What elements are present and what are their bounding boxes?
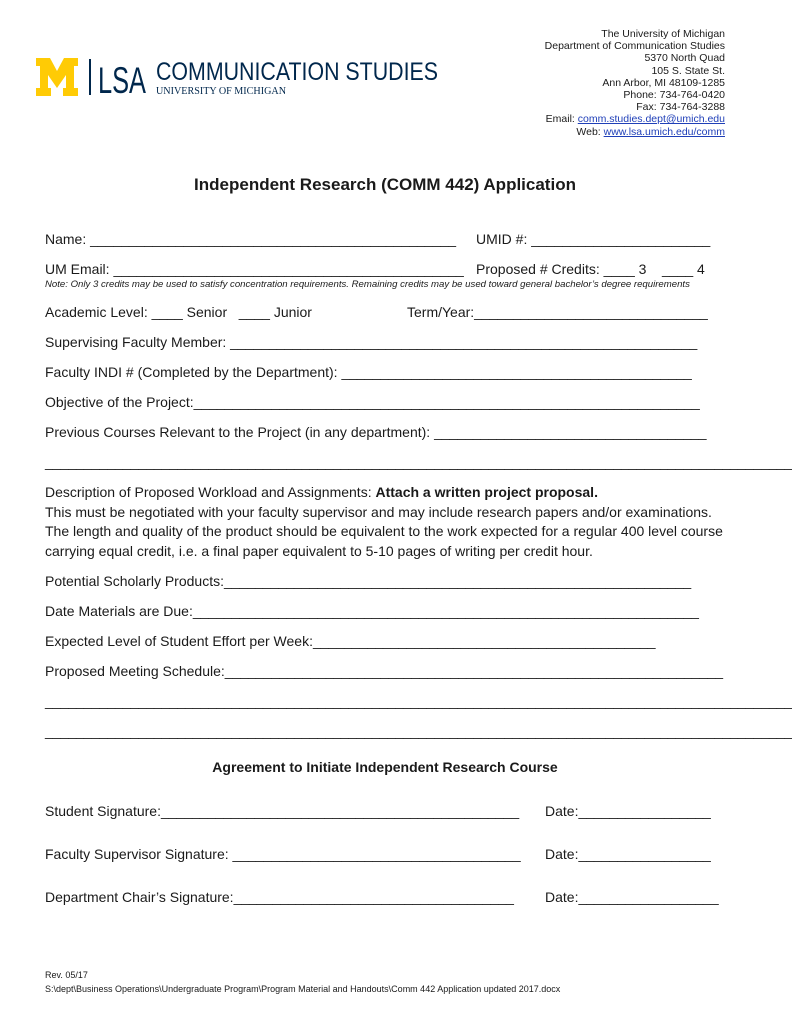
address-block <box>545 28 725 138</box>
credits-note: Note: Only 3 credits may be used to satisfy concentration requirements. Remaining credits may be used toward general bachelor’s degree requirements <box>45 279 690 290</box>
meeting-schedule-continuation[interactable]: ________________________________________________________________________________________________ <box>45 693 792 709</box>
name-field[interactable]: Name: _______________________________________________ <box>45 231 457 247</box>
web-link[interactable]: www.lsa.umich.edu/comm <box>603 125 725 138</box>
description-line: carrying equal credit, i.e. a final paper equivalent to 5-10 pages of writing per credit hour. <box>45 542 593 559</box>
email-field[interactable]: UM Email: _____________________________________________ <box>45 261 464 277</box>
fax: Fax: 734-764-3288 <box>636 101 725 114</box>
address-line: The University of Michigan <box>601 28 725 40</box>
address-line: 105 S. State St. <box>651 64 725 77</box>
file-path: S:\dept\Business Operations\Undergraduate Program\Program Material and Handouts\Comm 442 Application updated 2017.docx <box>45 984 561 994</box>
chair-signature-field[interactable]: Department Chair’s Signature:____________________________________ <box>45 889 514 905</box>
revision-date: Rev. 05/17 <box>45 970 88 980</box>
credits-field[interactable]: Proposed # Credits: ____ 3 ____ 4 <box>476 261 705 277</box>
meeting-schedule-continuation[interactable]: ________________________________________________________________________________________________ <box>45 723 792 739</box>
meeting-schedule-field[interactable]: Proposed Meeting Schedule:________________________________________________________________ <box>45 663 724 679</box>
objective-field[interactable]: Objective of the Project:_________________________________________________________________ <box>45 394 700 410</box>
materials-due-field[interactable]: Date Materials are Due:_________________________________________________________________ <box>45 603 699 619</box>
description-line: The length and quality of the product should be equivalent to the work expected for a regular 400 level course <box>45 523 723 539</box>
logo-university: UNIVERSITY OF MICHIGAN <box>156 86 286 97</box>
faculty-indi-field[interactable]: Faculty INDI # (Completed by the Department): _____________________________________________ <box>45 364 692 380</box>
student-effort-field[interactable]: Expected Level of Student Effort per Week:____________________________________________ <box>45 633 656 649</box>
chair-date-field[interactable]: Date:__________________ <box>545 889 719 905</box>
email-label: Email: <box>545 113 578 126</box>
email-line <box>545 113 725 125</box>
address-line: Ann Arbor, MI 48109-1285 <box>602 76 725 89</box>
phone: Phone: 734-764-0420 <box>623 89 725 102</box>
logo-lsa: LSA <box>98 60 147 101</box>
supervising-faculty-field[interactable]: Supervising Faculty Member: ____________________________________________________________ <box>45 334 698 350</box>
attach-proposal-note: Attach a written project proposal. <box>375 484 598 500</box>
previous-courses-field[interactable]: Previous Courses Relevant to the Project (in any department): ___________________________________ <box>45 424 707 440</box>
workload-label: Description of Proposed Workload and Assignments: <box>45 484 376 500</box>
email-link[interactable]: comm.studies.dept@umich.edu <box>577 113 725 126</box>
agreement-heading: Agreement to Initiate Independent Research Course <box>212 759 558 775</box>
web-label: Web: <box>576 125 604 138</box>
student-signature-field[interactable]: Student Signature:______________________________________________ <box>45 803 520 819</box>
umich-lsa-logo <box>36 56 446 101</box>
umid-field[interactable]: UMID #: _______________________ <box>476 231 711 247</box>
logo-department: COMMUNICATION STUDIES <box>156 58 438 86</box>
address-line: 5370 North Quad <box>644 52 725 65</box>
description-line: This must be negotiated with your faculty supervisor and may include research papers and/or examinations. <box>45 503 712 520</box>
address-line: Department of Communication Studies <box>544 40 725 53</box>
student-date-field[interactable]: Date:_________________ <box>545 803 711 819</box>
previous-courses-continuation[interactable]: ________________________________________________________________________________________________ <box>45 454 792 470</box>
faculty-signature-field[interactable]: Faculty Supervisor Signature: _____________________________________ <box>45 846 521 862</box>
term-year-field[interactable]: Term/Year:______________________________ <box>407 304 708 320</box>
page-title: Independent Research (COMM 442) Application <box>194 175 576 194</box>
academic-level-field[interactable]: Academic Level: ____ Senior ____ Junior <box>45 304 312 320</box>
workload-description <box>45 483 723 561</box>
web-line <box>545 126 725 138</box>
workload-label-line <box>45 483 723 503</box>
scholarly-products-field[interactable]: Potential Scholarly Products:____________________________________________________________ <box>45 573 692 589</box>
faculty-date-field[interactable]: Date:_________________ <box>545 846 711 862</box>
block-m-icon <box>36 58 78 96</box>
